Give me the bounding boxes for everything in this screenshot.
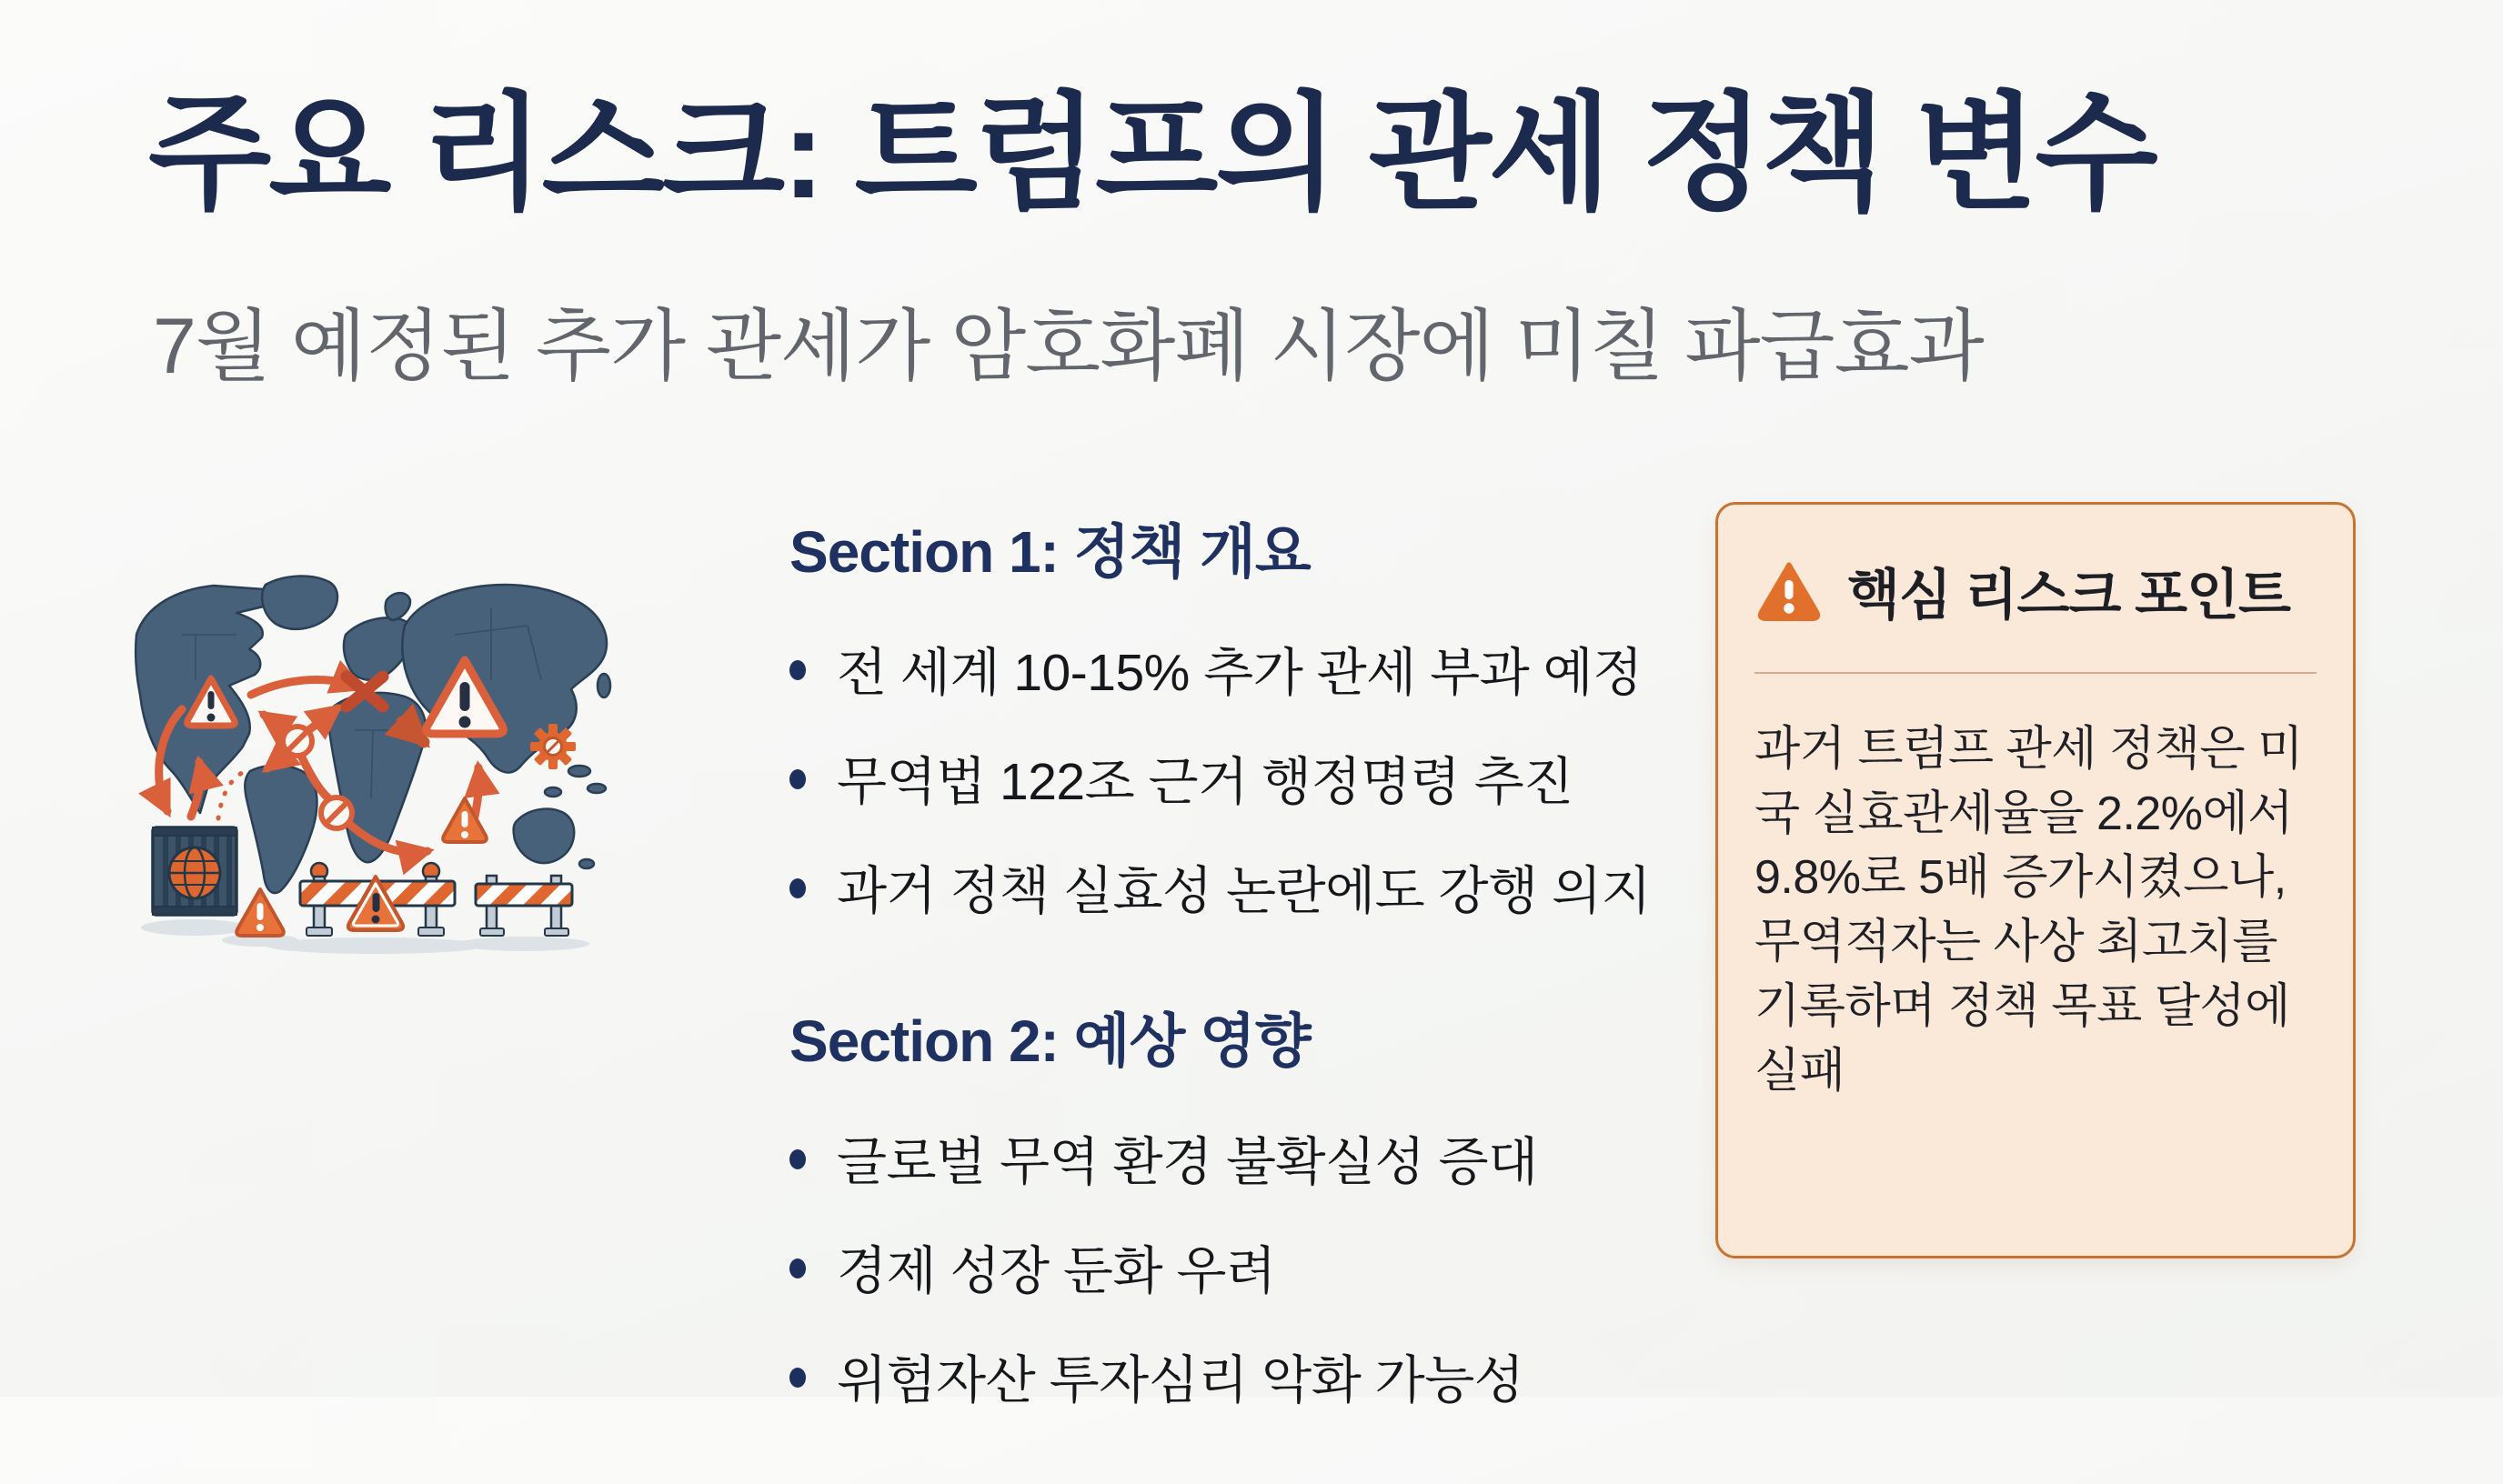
risk-box-title: 핵심 리스크 포인트	[1847, 565, 2291, 626]
warning-triangle-solid-left	[236, 889, 284, 936]
warning-icon	[1754, 556, 1824, 626]
bullet-dot	[789, 878, 806, 898]
bullet-dot	[789, 769, 806, 789]
list-item	[789, 849, 1735, 924]
bullet-dot	[789, 1258, 806, 1278]
island-3	[545, 787, 561, 797]
south-america	[245, 766, 317, 893]
road-barrier-center	[300, 863, 455, 936]
bullet-text: 경제 성장 둔화 우려	[837, 1242, 1276, 1300]
arrow-dashed	[218, 771, 246, 818]
australia	[514, 809, 575, 863]
section-2-heading: Section 2: 예상 영향	[789, 1008, 1311, 1074]
content-column	[789, 506, 1735, 1484]
bullet-text: 무역법 122조 근거 행정명령 추진	[837, 753, 1573, 811]
risk-box-header	[1754, 552, 2317, 630]
gear-prohibited-icon	[530, 724, 576, 769]
section-2-bullets	[789, 1120, 1735, 1413]
island-nz	[579, 859, 594, 868]
arrow-top-curve	[251, 679, 360, 695]
bullet-dot	[789, 1149, 806, 1169]
page-title: 주요 리스크: 트럼프의 관세 정책 변수	[148, 82, 2156, 225]
bullet-dot	[789, 1368, 806, 1388]
page-subtitle: 7월 예정된 추가 관세가 암호화폐 시장에 미칠 파급효과	[153, 303, 1984, 390]
bullet-text: 과거 정책 실효성 논란에도 강행 의지	[837, 862, 1652, 920]
asia	[402, 585, 607, 773]
globe-icon	[169, 847, 220, 898]
arrow-nw	[264, 715, 287, 731]
list-item	[789, 740, 1735, 815]
island-japan	[598, 674, 610, 697]
list-item	[789, 631, 1735, 706]
island-1	[568, 766, 590, 777]
africa	[328, 693, 426, 862]
bullet-text: 글로벌 무역 환경 불확실성 증대	[837, 1133, 1538, 1191]
cargo-container-globe	[153, 827, 236, 915]
risk-box-body: 과거 트럼프 관세 정책은 미국 실효관세율을 2.2%에서 9.8%로 5배 증가시켰으나, 무역적자는 사상 최고치를 기록하며 정책 목표 달성에 실패	[1754, 723, 2303, 1098]
risk-box-divider	[1754, 672, 2317, 674]
key-risk-box	[1715, 502, 2356, 1258]
greenland	[262, 577, 337, 629]
section-expected-impact	[789, 995, 1735, 1413]
section-1-bullets	[789, 631, 1735, 924]
list-item	[789, 1120, 1735, 1195]
bullet-dot	[789, 660, 806, 680]
arrow-right-up	[475, 767, 479, 817]
bullet-text: 위험자산 투자심리 악화 가능성	[837, 1351, 1524, 1409]
tariff-world-map-illustration	[127, 498, 746, 1135]
section-1-heading: Section 1: 정책 개요	[789, 519, 1311, 585]
list-item	[789, 1229, 1735, 1304]
list-item	[789, 1339, 1735, 1413]
tariff-illustration	[127, 498, 746, 1135]
road-barrier-right	[476, 876, 572, 936]
section-policy-overview	[789, 506, 1735, 924]
bullet-text: 전 세계 10-15% 추가 관세 부과 예정	[837, 644, 1643, 702]
scandinavia	[386, 593, 410, 620]
island-2	[588, 784, 606, 793]
